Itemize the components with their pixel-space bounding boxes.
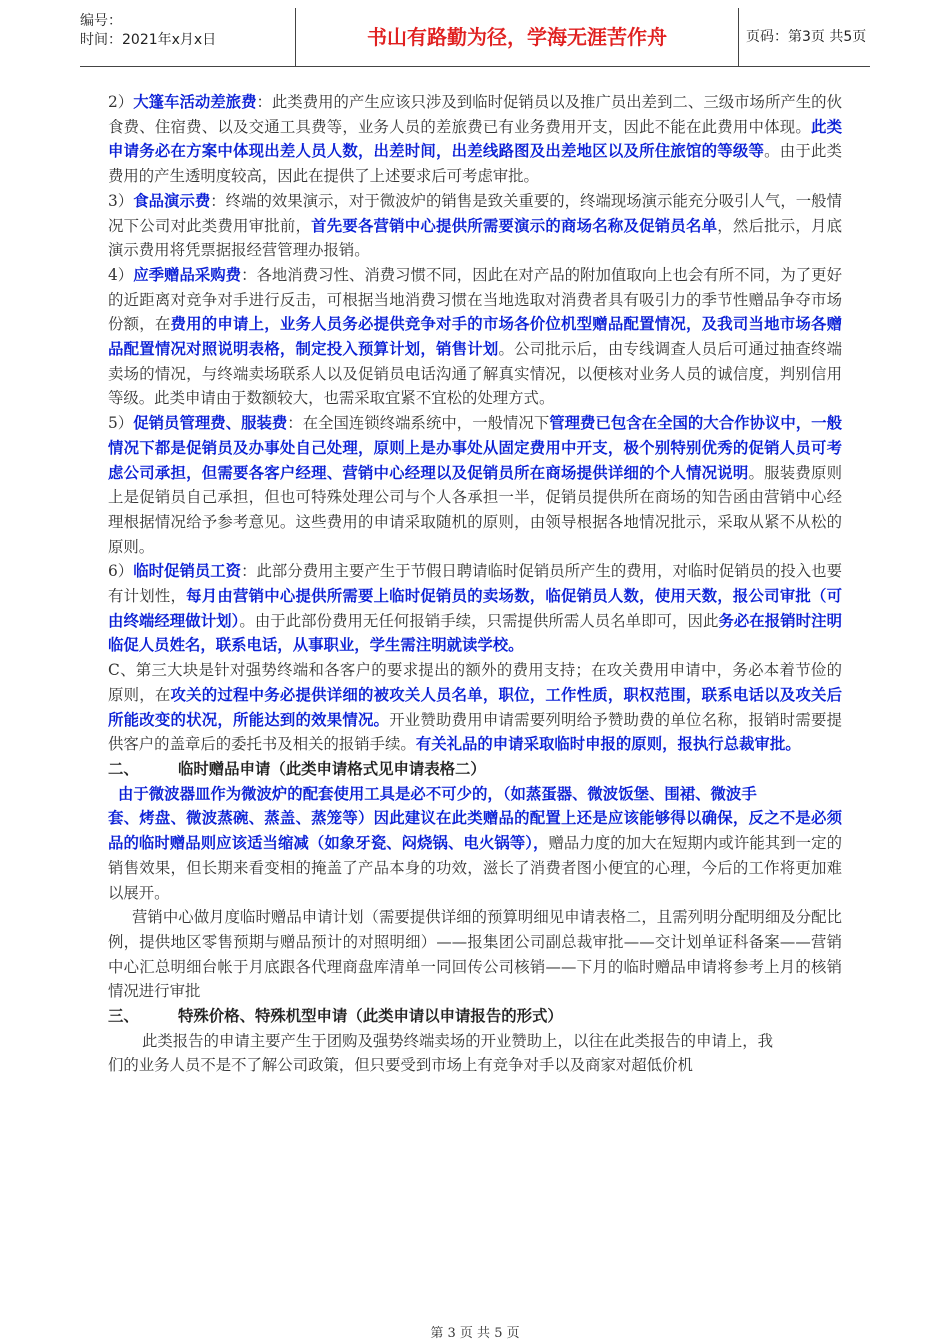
paragraph-gift-intro: 由于微波器皿作为微波炉的配套使用工具是必不可少的，（如蒸蛋器、微波饭堡、围裙、微波手 bbox=[118, 784, 757, 803]
item-number: 3） bbox=[108, 191, 134, 210]
highlight-run: 攻关的过程中务必提供详细的被攻关人员名单，职位，工作性质，职权范围，联系电话以及攻关后所能改变的状况，所能达到的效果情况。 bbox=[108, 685, 842, 729]
paragraph-promoter-management bbox=[108, 411, 842, 559]
section-heading-temp-gift bbox=[108, 757, 842, 782]
paragraph-report-continued: 们的业务人员不是不了解公司政策，但只要受到市场上有竞争对手以及商家对超低价机 bbox=[108, 1056, 693, 1075]
text-run: ：终端的效果演示，对于微波炉的销售是致关重要的，终端现场演示能充分吸引人气，一般情况下公司对此类费用审批前， bbox=[108, 191, 842, 235]
section-number: 三、 bbox=[108, 1007, 139, 1026]
text-run: ：在全国连锁终端系统中，一般情况下 bbox=[287, 414, 550, 433]
paragraph-part-c bbox=[108, 658, 842, 757]
item-number: 2） bbox=[108, 93, 134, 111]
section-heading-special-price bbox=[108, 1004, 842, 1029]
paragraph-temp-promoter-wage bbox=[108, 559, 842, 658]
page-footer: 第 3 页 共 5 页 bbox=[430, 1326, 520, 1341]
highlight-run: 首先要各营销中心提供所需要演示的商场名称及促销员名单 bbox=[311, 216, 718, 235]
text-run: 开业赞助费用申请需要列明给予赞助费的单位名称，报销时需要提供客户的盖章后的委托书及相关的报销手续。 bbox=[108, 710, 842, 754]
highlight-run: 每月由营销中心提供所需要上临时促销员的卖场数，临促销员人数，使用天数，报公司审批（可由终端经理做计划） bbox=[108, 587, 842, 630]
highlight-run: 费用的申请上，业务人员务必提供竞争对手的市场各价位机型赠品配置情况，及我司当地市场各赠品配置情况对照说明表格，制定投入预算计划，销售计划 bbox=[108, 315, 842, 359]
paragraph-gift-body bbox=[108, 806, 842, 905]
document-body bbox=[108, 90, 842, 1078]
paragraph-travel-expense bbox=[108, 90, 842, 189]
text-run: 赠品力度的加大在短期内或许能其到一定的销售效果，但长期来看变相的掩盖了产品本身的功效，滋长了消费者图小便宜的心理，今后的工作将更加难以展开。 bbox=[108, 834, 842, 902]
paragraph-food-demo bbox=[108, 189, 842, 263]
section-title: 特殊价格、特殊机型申请（此类申请以申请报告的形式） bbox=[178, 1007, 563, 1026]
item-title: 食品演示费 bbox=[133, 191, 211, 210]
header-number: 编号： bbox=[80, 13, 122, 29]
header-page-info: 页码：第3页 共5页 bbox=[746, 29, 867, 45]
header-motto: 书山有路勤为径，学海无涯苦作舟 bbox=[295, 8, 739, 66]
text-run: ，然后批示，月底演示费用将凭票据报经营管理办报销。 bbox=[108, 216, 842, 260]
text-run: ：此类费用的产生应该只涉及到临时促销员以及推广员出差到二、三级市场所产生的伙食费、住宿费、以及交通工具费等，业务人员的差旅费已有业务费用开支，因此不能在此费用中体现。 bbox=[108, 93, 842, 136]
item-title: 促销员管理费、服装费 bbox=[133, 414, 288, 433]
highlight-run: 此类申请务必在方案中体现出差人员人数，出差时间，出差线路图及出差地区以及所住旅馆的等级等 bbox=[108, 117, 842, 161]
highlight-run: 套、烤盘、微波蒸碗、蒸盖、蒸笼等）因此建议在此类赠品的配置上还是应该能够得以确保，反之不是必须品的临时赠品则应该适当缩减（如象牙瓷、闷烧锅、电火锅等）， bbox=[108, 809, 842, 853]
text-run: ：此部分费用主要产生于节假日聘请临时促销员所产生的费用，对临时促销员的投入也要有计划性， bbox=[108, 562, 842, 606]
text-run: ：各地消费习性、消费习惯不同，因此在对产品的附加值取向上也会有所不同，为了更好的近距离对竞争对手进行反击，可根据当地消费习惯在当地选取对消费者具有吸引力的季节性赠品争夺市场份额，在 bbox=[108, 265, 842, 334]
text-run: 。由于此类费用的产生透明度较高，因此在提供了上述要求后可考虑审批。 bbox=[108, 142, 842, 186]
item-title: 临时促销员工资 bbox=[133, 562, 242, 581]
text-run: 。服装费原则上是促销员自己承担，但也可特殊处理公司与个人各承担一半，促销员提供所在商场的知告函由营销中心经理根据情况给予参考意见。这些费用的申请采取随机的原则，由领导根据各地情况批示，采取从紧不从松的原则。 bbox=[108, 463, 842, 556]
item-title: 应季赠品采购费 bbox=[133, 265, 242, 284]
section-number: 二、 bbox=[108, 759, 139, 778]
header-meta bbox=[80, 8, 295, 70]
highlight-run: 有关礼品的申请采取临时申报的原则，报执行总裁审批。 bbox=[415, 735, 801, 754]
text-run: 。公司批示后，由专线调查人员后可通过抽查终端卖场的情况，与终端卖场联系人以及促销员电话沟通了解真实情况，以便核对业务人员的诚信度，判别信用等级。此类申请由于数额较大，也需采取宜紧不宜松的处理方式。 bbox=[108, 340, 842, 408]
header-time: 时间：2021年x月x日 bbox=[80, 32, 217, 48]
section-title: 临时赠品申请（此类申请格式见申请表格二） bbox=[178, 759, 486, 778]
paragraph-report-intro: 此类报告的申请主要产生于团购及强势终端卖场的开业赞助上，以往在此类报告的申请上，我 bbox=[142, 1031, 774, 1050]
item-title: 大篷车活动差旅费 bbox=[133, 93, 257, 111]
paragraph-seasonal-gift bbox=[108, 263, 842, 411]
page-header bbox=[80, 8, 870, 67]
highlight-run: 务必在报销时注明临促人员姓名，联系电话，从事职业，学生需注明就读学校。 bbox=[108, 611, 842, 655]
text-run: C、第三大块是针对强势终端和各客户的要求提出的额外的费用支持；在攻关费用申请中，务必本着节俭的原则，在 bbox=[108, 661, 842, 704]
highlight-run: 管理费已包含在全国的大合作协议中，一般情况下都是促销员及办事处自己处理，原则上是办事处从固定费用中开支，极个别特别优秀的促销人员可考虑公司承担，但需要各客户经理、营销中心经理以及促销员所在商场提供详细的个人情况说明 bbox=[108, 414, 842, 482]
item-number: 6） bbox=[108, 562, 134, 581]
text-run: 。由于此部份费用无任何报销手续，只需提供所需人员名单即可，因此 bbox=[239, 611, 719, 630]
item-number: 5） bbox=[108, 414, 134, 433]
item-number: 4） bbox=[108, 265, 134, 284]
paragraph-gift-process: 营销中心做月度临时赠品申请计划（需要提供详细的预算明细见申请表格二，且需列明分配明细及分配比例，提供地区零售预期与赠品预计的对照明细）——报集团公司副总裁审批——交计划单证科备案——营销中心汇总明细台帐于月底跟各代理商盘库清单一同回传公司核销——下月的临时赠品申请将参考上月的核销情况进行审批 bbox=[108, 908, 842, 1001]
